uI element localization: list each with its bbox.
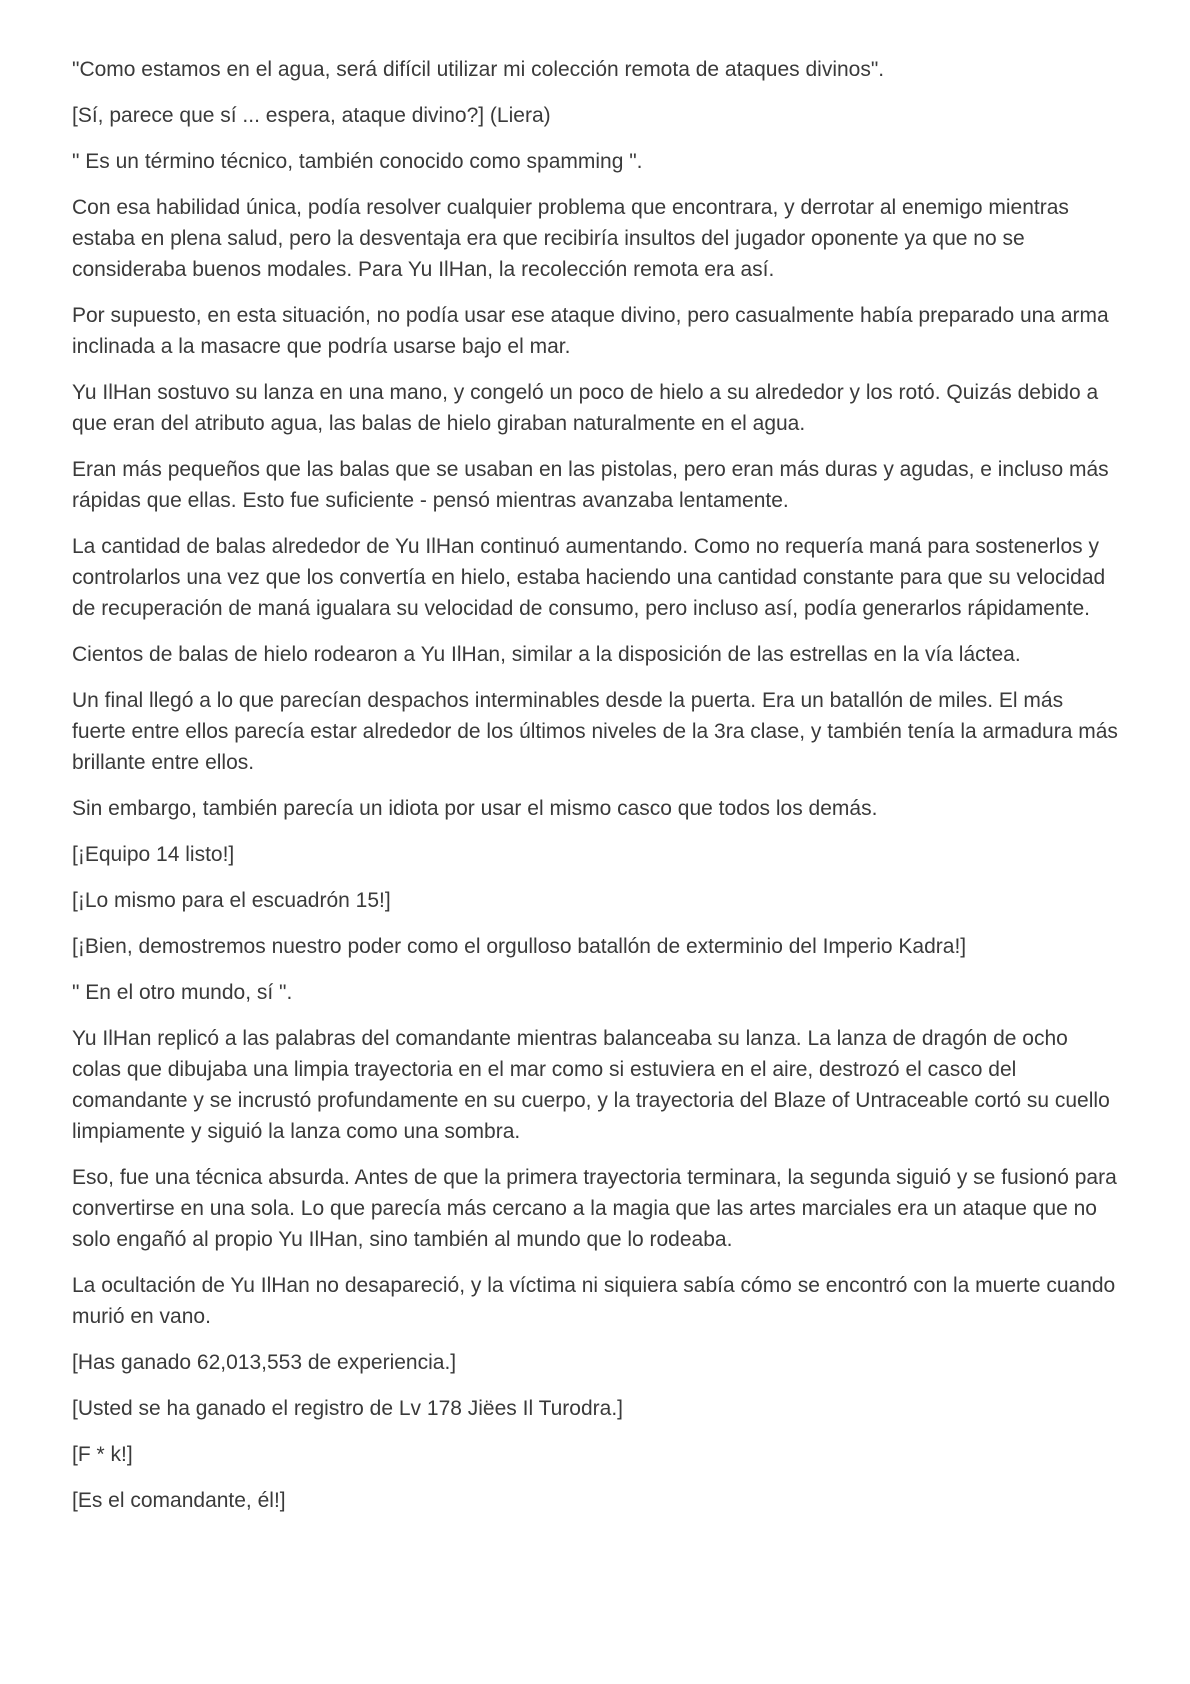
paragraph: La cantidad de balas alrededor de Yu IlHan continuó aumentando. Como no requería maná para sostenerlos y controlarlos una vez que los convertía en hielo, estaba haciendo una cantidad constante para que su velocidad de recuperación de maná igualara su velocidad de consumo, pero incluso así, podía generarlos rápidamente. [72,535,1106,620]
paragraph: [¡Lo mismo para el escuadrón 15!] [72,889,391,912]
paragraph: Cientos de balas de hielo rodearon a Yu IlHan, similar a la disposición de las estrellas en la vía láctea. [72,643,1021,666]
paragraph: La ocultación de Yu IlHan no desapareció, y la víctima ni siquiera sabía cómo se encontró con la muerte cuando murió en vano. [72,1274,1116,1328]
paragraph: " Es un término técnico, también conocido como spamming ". [72,150,643,173]
paragraph: [Sí, parece que sí ... espera, ataque divino?] (Liera) [72,104,551,127]
paragraph: Un final llegó a lo que parecían despachos interminables desde la puerta. Era un batallón de miles. El más fuerte entre ellos parecía estar alrededor de los últimos niveles de la 3ra clase, y también tenía la armadura más brillante entre ellos. [72,689,1118,774]
paragraph: Eso, fue una técnica absurda. Antes de que la primera trayectoria terminara, la segunda siguió y se fusionó para convertirse en una sola. Lo que parecía más cercano a la magia que las artes marciales era un ataque que no solo engañó al propio Yu IlHan, sino también al mundo que lo rodeaba. [72,1166,1117,1251]
paragraph: Eran más pequeños que las balas que se usaban en las pistolas, pero eran más duras y agudas, e incluso más rápidas que ellas. Esto fue suficiente - pensó mientras avanzaba lentamente. [72,458,1109,512]
paragraph: Yu IlHan replicó a las palabras del comandante mientras balanceaba su lanza. La lanza de dragón de ocho colas que dibujaba una limpia trayectoria en el mar como si estuviera en el aire, destrozó el casco del comandante y se incrustó profundamente en su cuerpo, y la trayectoria del Blaze of Untraceable cortó su cuello limpiamente y siguió la lanza como una sombra. [72,1027,1110,1143]
paragraph: Con esa habilidad única, podía resolver cualquier problema que encontrara, y derrotar al enemigo mientras estaba en plena salud, pero la desventaja era que recibiría insultos del jugador oponente ya que no se consideraba buenos modales. Para Yu IlHan, la recolección remota era así. [72,196,1069,281]
paragraph: [Has ganado 62,013,553 de experiencia.] [72,1351,457,1374]
paragraph: Sin embargo, también parecía un idiota por usar el mismo casco que todos los demás. [72,797,878,820]
paragraph: [F * k!] [72,1443,133,1466]
paragraph: "Como estamos en el agua, será difícil utilizar mi colección remota de ataques divinos". [72,58,885,81]
paragraph: [Es el comandante, él!] [72,1489,286,1512]
paragraph: [¡Bien, demostremos nuestro poder como el orgulloso batallón de exterminio del Imperio Kadra!] [72,935,967,958]
paragraph: Por supuesto, en esta situación, no podía usar ese ataque divino, pero casualmente había preparado una arma inclinada a la masacre que podría usarse bajo el mar. [72,304,1109,358]
paragraph: Yu IlHan sostuvo su lanza en una mano, y congeló un poco de hielo a su alrededor y los rotó. Quizás debido a que eran del atributo agua, las balas de hielo giraban naturalmente en el agua. [72,381,1099,435]
paragraph: [Usted se ha ganado el registro de Lv 178 Jiëes Il Turodra.] [72,1397,623,1420]
paragraph: [¡Equipo 14 listo!] [72,843,235,866]
paragraph: " En el otro mundo, sí ". [72,981,293,1004]
